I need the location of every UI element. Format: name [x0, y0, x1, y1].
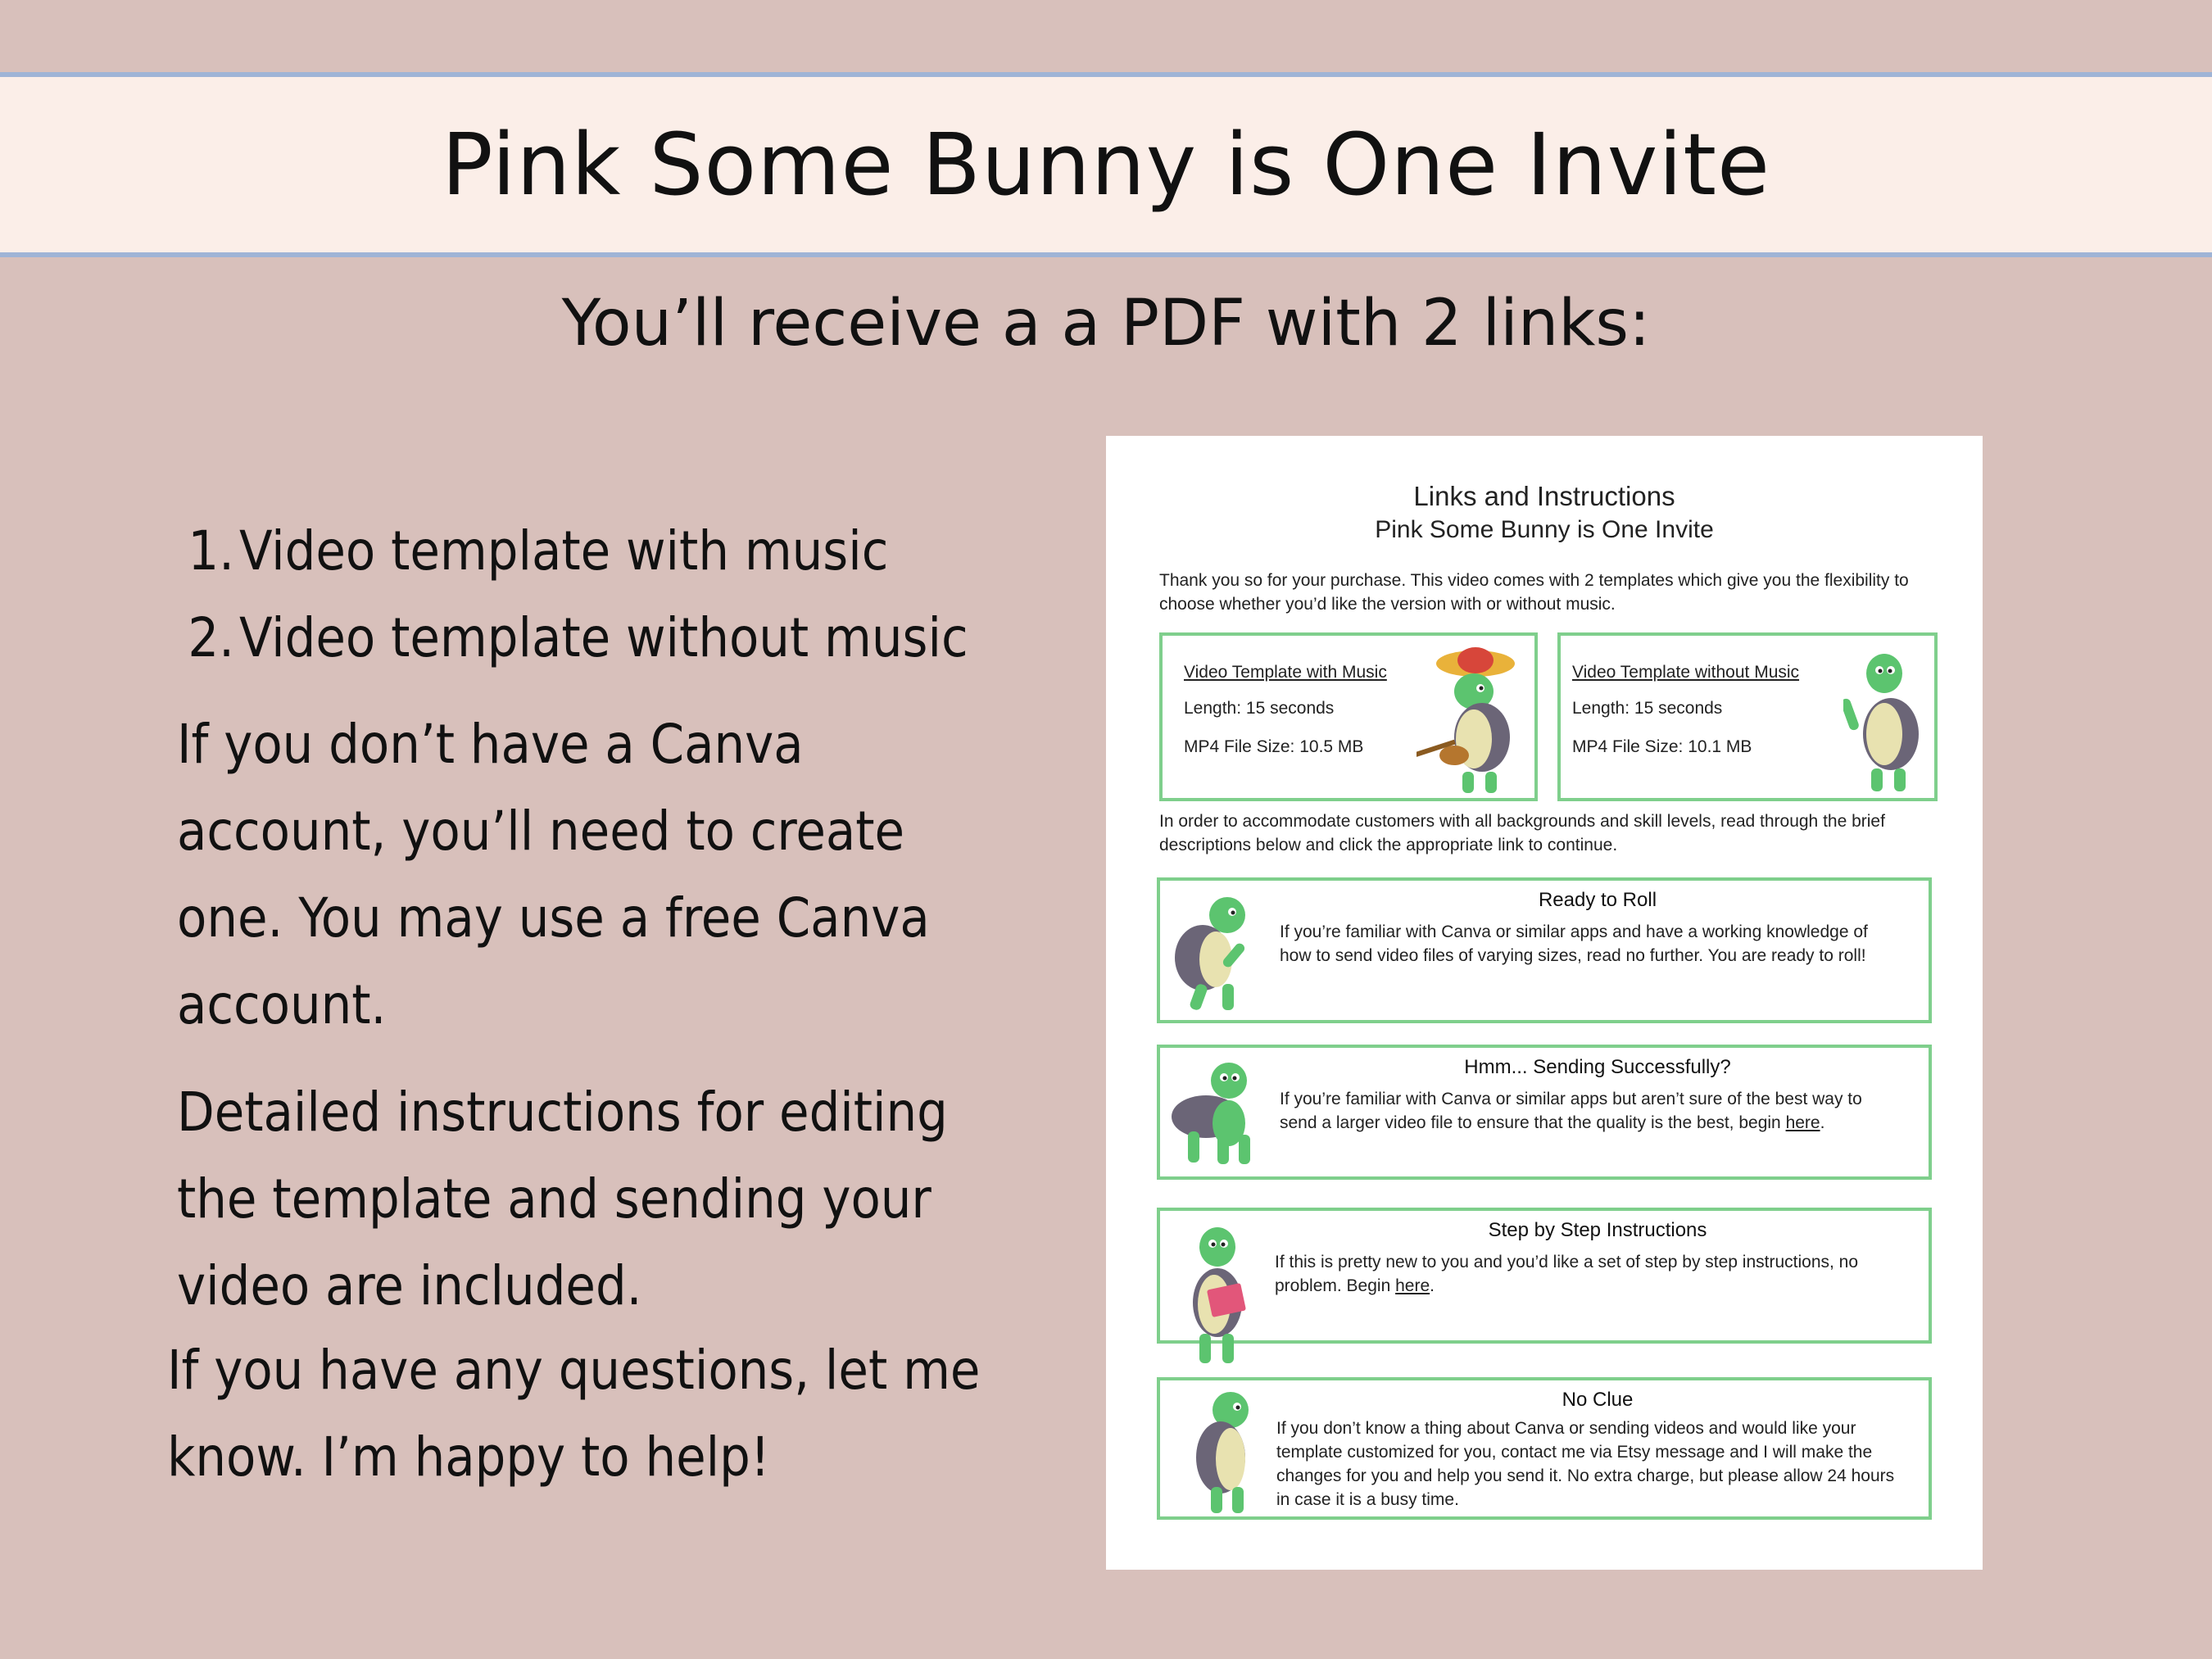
list-item: 2. Video template without music [188, 606, 968, 669]
standing-turtle-icon [1190, 1387, 1263, 1518]
page-title: Pink Some Bunny is One Invite [442, 115, 1770, 215]
doc-intro-2: In order to accommodate customers with all backgrounds and skill levels, read through the brief descriptions below and click the appropriate link to continue. [1159, 812, 1885, 854]
option-body: If you don’t know a thing about Canva or sending videos and would like your template customized for you, contact me via Etsy message and I will make the changes for you and help you send it. No extra charge, but please allow 24 hours in case it is a busy time. [1276, 1419, 1895, 1509]
questions-paragraph: If you have any questions, let me know. I’m happy to help! [167, 1339, 981, 1489]
here-link[interactable]: here [1395, 1276, 1430, 1295]
option-body: If you’re familiar with Canva or similar apps but aren’t sure of the best way to send a larger video file to ensure that the quality is the best, begin here. [1280, 1090, 1862, 1132]
template-size: MP4 File Size: 10.1 MB [1572, 737, 1752, 756]
option-no-clue [1157, 1377, 1932, 1520]
title-banner [0, 72, 2212, 257]
option-title: Hmm... Sending Successfully? [1464, 1056, 1731, 1078]
instructions-paragraph: Detailed instructions for editing the template and sending your video are included. [177, 1081, 948, 1317]
option-body: If this is pretty new to you and you’d like a set of step by step instructions, no problem. Begin here. [1275, 1253, 1859, 1295]
option-step-by-step [1157, 1208, 1932, 1344]
template-card-with-music [1159, 632, 1538, 801]
guitar-turtle-icon [1416, 641, 1531, 796]
crawling-turtle-icon [1168, 1056, 1267, 1171]
waving-turtle-icon [1843, 649, 1933, 796]
template-card-without-music [1557, 632, 1938, 801]
list-item: 1. Video template with music [188, 519, 889, 582]
option-title: Ready to Roll [1538, 889, 1657, 911]
option-ready-to-roll [1157, 877, 1932, 1023]
option-sending-successfully [1157, 1045, 1932, 1180]
subtitle: You’ll receive a a PDF with 2 links: [561, 287, 1651, 360]
reading-turtle-icon [1176, 1222, 1258, 1370]
option-title: No Clue [1562, 1389, 1634, 1411]
pdf-preview [1106, 436, 1983, 1570]
doc-title: Links and Instructions [1413, 481, 1675, 511]
template-name: Video Template without Music [1572, 663, 1800, 682]
walking-turtle-icon [1168, 892, 1267, 1015]
template-length: Length: 15 seconds [1572, 699, 1723, 718]
deliverables-list [180, 508, 968, 682]
option-title: Step by Step Instructions [1488, 1219, 1707, 1241]
option-body: If you’re familiar with Canva or similar apps and have a working knowledge of how to send video files of varying sizes, read no further. You are ready to roll! [1280, 922, 1868, 965]
doc-intro: Thank you so for your purchase. This video comes with 2 templates which give you the flexibility to choose whether you’d like the version with or without music. [1159, 571, 1909, 614]
doc-subtitle: Pink Some Bunny is One Invite [1375, 516, 1714, 543]
template-name: Video Template with Music [1184, 663, 1387, 682]
template-length: Length: 15 seconds [1184, 699, 1335, 718]
here-link[interactable]: here [1785, 1113, 1820, 1132]
canva-paragraph: If you don’t have a Canva account, you’ll need to create one. You may use a free Canva account. [177, 713, 930, 1036]
template-size: MP4 File Size: 10.5 MB [1184, 737, 1364, 756]
